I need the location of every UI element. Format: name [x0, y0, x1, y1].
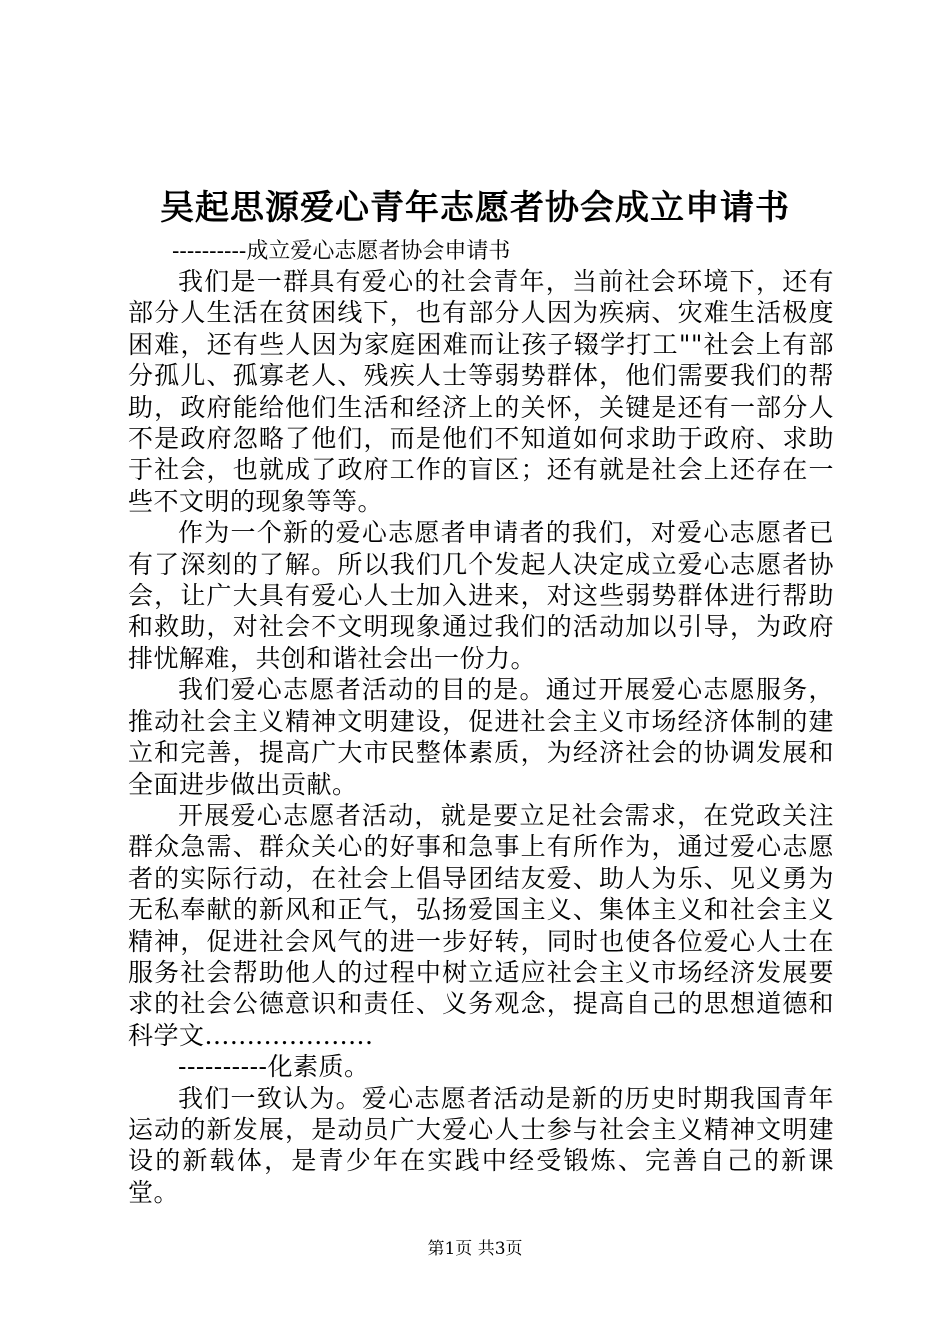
paragraph: 我们是一群具有爱心的社会青年，当前社会环境下，还有部分人生活在贫困线下，也有部分人因为疾病、灾难生活极度困难，还有些人因为家庭困难而让孩子辍学打工""社会上有部分孤儿、孤寡老人、残疾人士等弱势群体，他们需要我们的帮助，政府能给他们生活和经济上的关怀，关键是还有一部分人不是政府忽略了他们，而是他们不知道如何求助于政府、求助于社会，也就成了政府工作的盲区；还有就是社会上还存在一些不文明的现象等等。	[128, 267, 834, 516]
document-body	[128, 266, 834, 1208]
document-title: 吴起思源爱心青年志愿者协会成立申请书	[160, 188, 790, 228]
paragraph: 作为一个新的爱心志愿者申请者的我们，对爱心志愿者已有了深刻的了解。所以我们几个发起人决定成立爱心志愿者协会，让广大具有爱心人士加入进来，对这些弱势群体进行帮助和救助，对社会不文明现象通过我们的活动加以引导，为政府排忧解难，共创和谐社会出一份力。	[128, 518, 834, 673]
paragraph: 我们一致认为。爱心志愿者活动是新的历史时期我国青年运动的新发展，是动员广大爱心人士参与社会主义精神文明建设的新载体，是青少年在实践中经受锻炼、完善自己的新课堂。	[128, 1083, 834, 1207]
paragraph: 开展爱心志愿者活动，就是要立足社会需求，在党政关注群众急需、群众关心的好事和急事上有所作为，通过爱心志愿者的实际行动，在社会上倡导团结友爱、助人为乐、见义勇为无私奉献的新风和正气，弘扬爱国主义、集体主义和社会主义精神，促进社会风气的进一步好转，同时也使各位爱心人士在服务社会帮助他人的过程中树立适应社会主义市场经济发展要求的社会公德意识和责任、义务观念，提高自己的思想道德和科学文....................	[128, 800, 834, 1050]
document-subtitle: ----------成立爱心志愿者协会申请书	[172, 239, 511, 264]
paragraph: 我们爱心志愿者活动的目的是。通过开展爱心志愿服务，推动社会主义精神文明建设，促进社会主义市场经济体制的建立和完善，提高广大市民整体素质，为经济社会的协调发展和全面进步做出贡献。	[128, 675, 834, 799]
paragraph-continuation: ----------化素质。	[178, 1052, 370, 1082]
page-number-footer: 第1页 共3页	[427, 1239, 523, 1259]
